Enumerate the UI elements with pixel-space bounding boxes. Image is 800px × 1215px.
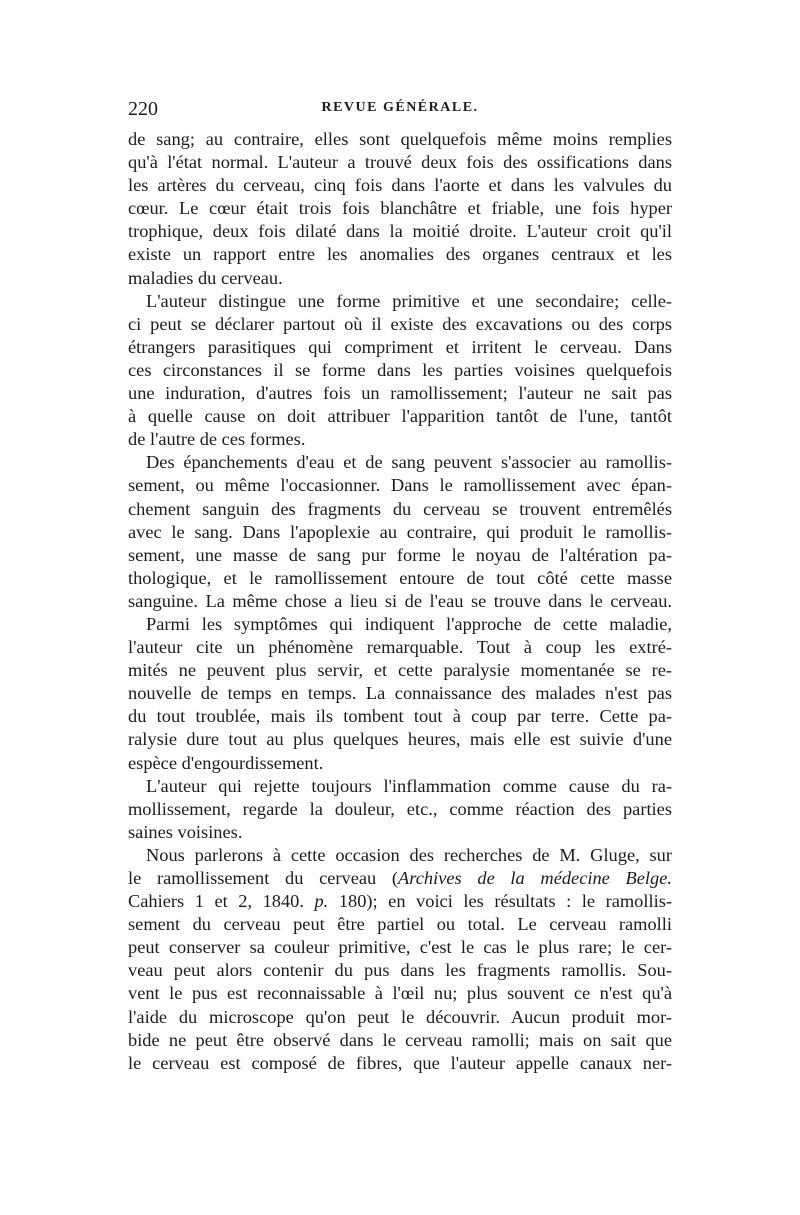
- book-page: [128, 98, 672, 1075]
- italic-page-abbrev: p.: [314, 891, 329, 912]
- text-line: maladies du cerveau.: [128, 267, 283, 288]
- page-number: 220: [128, 98, 158, 120]
- text-line: du tout troublée, mais ils tombent tout à coup par terre. Cette pa-: [128, 706, 672, 727]
- body-text: [128, 128, 672, 1075]
- text-line: qu'à l'état normal. L'auteur a trouvé deux fois des ossifications dans: [128, 152, 672, 173]
- paragraph-first-line: L'auteur distingue une forme primitive et une secondaire; celle-: [146, 290, 672, 311]
- text-line: sement du cerveau peut être partiel ou total. Le cerveau ramolli: [128, 914, 672, 935]
- text-segment: 180); en voici les résultats : le ramollis-: [328, 891, 672, 912]
- text-line: étrangers parasitiques qui compriment et irritent le cerveau. Dans: [128, 336, 672, 357]
- text-line: espèce d'engourdissement.: [128, 752, 324, 773]
- text-line: ci peut se déclarer partout où il existe des excavations ou des corps: [128, 313, 672, 334]
- text-line: sanguine. La même chose a lieu si de l'eau se trouve dans le cerveau.: [128, 590, 672, 611]
- text-line: à quelle cause on doit attribuer l'apparition tantôt de l'une, tantôt: [128, 406, 672, 427]
- text-line: veau peut alors contenir du pus dans les fragments ramollis. Sou-: [128, 960, 672, 981]
- text-line: une induration, d'autres fois un ramollissement; l'auteur ne sait pas: [128, 383, 672, 404]
- paragraph-first-line: Des épanchements d'eau et de sang peuvent s'associer au ramollis-: [146, 452, 672, 473]
- text-line: sement, une masse de sang pur forme le noyau de l'altération pa-: [128, 544, 672, 565]
- paragraph-first-line: Parmi les symptômes qui indiquent l'approche de cette maladie,: [146, 613, 672, 634]
- text-line: bide ne peut être observé dans le cerveau ramolli; mais on sait que: [128, 1029, 672, 1050]
- text-line: thologique, et le ramollissement entoure de tout côté cette masse: [128, 567, 672, 588]
- text-line: vent le pus est reconnaissable à l'œil nu; plus souvent ce n'est qu'à: [128, 983, 672, 1004]
- text-line: ces circonstances il se forme dans les parties voisines quelquefois: [128, 359, 672, 380]
- text-line-with-citation: [128, 867, 672, 890]
- text-line: nouvelle de temps en temps. La connaissance des malades n'est pas: [128, 683, 672, 704]
- text-line: cœur. Le cœur était trois fois blanchâtre et friable, une fois hyper: [128, 198, 672, 219]
- running-title: REVUE GÉNÉRALE.: [321, 100, 479, 115]
- text-line: de l'autre de ces formes.: [128, 429, 306, 450]
- text-line: existe un rapport entre les anomalies des organes centraux et les: [128, 244, 672, 265]
- text-segment: le ramollissement du cerveau (: [128, 868, 399, 888]
- text-line: le cerveau est composé de fibres, que l'auteur appelle canaux ner-: [128, 1052, 672, 1073]
- text-line: les artères du cerveau, cinq fois dans l'aorte et dans les valvules du: [128, 175, 672, 196]
- text-line: peut conserver sa couleur primitive, c'est le cas le plus rare; le cer-: [128, 937, 672, 958]
- text-line: ralysie dure tout au plus quelques heures, mais elle est suivie d'une: [128, 729, 672, 750]
- text-line: mités ne peuvent plus servir, et cette paralysie momentanée se re-: [128, 660, 672, 681]
- text-line: l'auteur cite un phénomène remarquable. Tout à coup les extré-: [128, 637, 672, 658]
- text-line-with-citation: [128, 890, 672, 913]
- text-line: avec le sang. Dans l'apoplexie au contraire, qui produit le ramollis-: [128, 521, 672, 542]
- text-line: l'aide du microscope qu'on peut le découvrir. Aucun produit mor-: [128, 1006, 672, 1027]
- italic-citation-title: Archives de la médecine Belge.: [398, 868, 672, 888]
- paragraph-first-line: L'auteur qui rejette toujours l'inflammation comme cause du ra-: [146, 775, 672, 796]
- text-line: mollissement, regarde la douleur, etc., comme réaction des parties: [128, 798, 672, 819]
- paragraph-first-line: Nous parlerons à cette occasion des recherches de M. Gluge, sur: [146, 844, 672, 865]
- running-head: [128, 98, 672, 124]
- text-segment: Cahiers 1 et 2, 1840.: [128, 891, 315, 912]
- text-line: de sang; au contraire, elles sont quelquefois même moins remplies: [128, 129, 672, 149]
- text-line: trophique, deux fois dilaté dans la moitié droite. L'auteur croit qu'il: [128, 221, 672, 242]
- text-line: chement sanguin des fragments du cerveau se trouvent entremêlés: [128, 498, 672, 519]
- text-line: sement, ou même l'occasionner. Dans le ramollissement avec épan-: [128, 475, 672, 496]
- text-line: saines voisines.: [128, 821, 243, 842]
